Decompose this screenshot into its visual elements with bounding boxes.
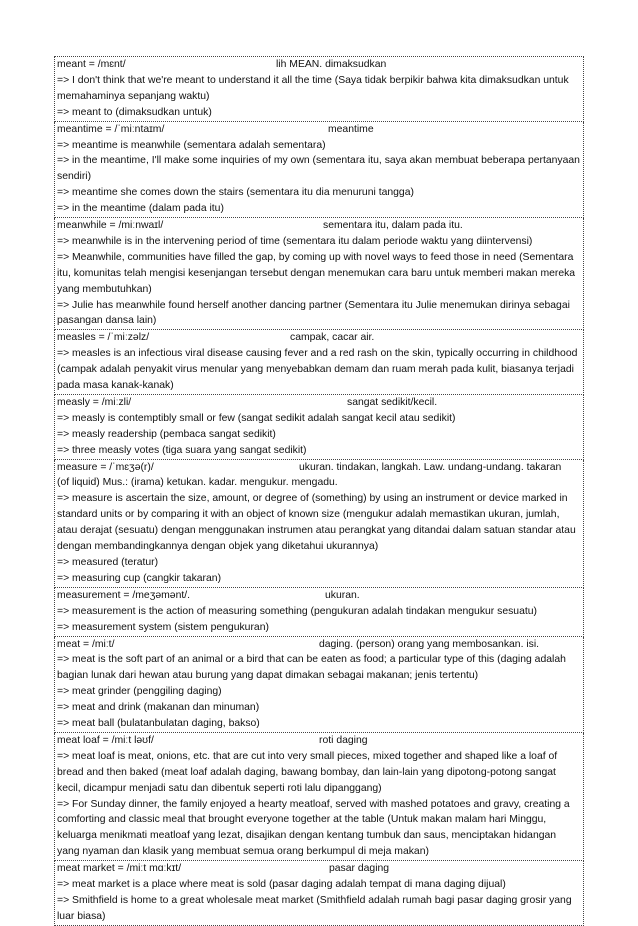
entry-example-line: => measly readership (pembaca sangat sedikit) bbox=[57, 428, 276, 440]
entry-headword-row bbox=[57, 637, 581, 653]
dictionary-entry bbox=[54, 733, 584, 861]
dictionary-entry bbox=[54, 861, 584, 926]
entry-example-line: => measurement system (sistem pengukuran) bbox=[57, 621, 269, 633]
entry-example-line: => meat grinder (penggiling daging) bbox=[57, 686, 222, 698]
dictionary-page bbox=[54, 56, 584, 926]
entry-headword: meat market = /miːt mɑːkɪt/ bbox=[57, 863, 182, 875]
entry-headword: measure = /ˈmɛʒə(r)/ bbox=[57, 461, 154, 473]
entry-headword-row bbox=[57, 395, 581, 411]
entry-headword: measurement = /meʒəmənt/. bbox=[57, 589, 191, 601]
entry-example-line: => measure is ascertain the size, amount, or degree of (something) by using an instrument or device marked in standard units or by comparing it with an object of known size (mengukur adalah memastikan ukuran, jumlah, atau derajat (sesuatu) dengan menggunakan instrumen atau perangkat yang ditandai dalam satuan standar atau dengan membandingkannya dengan objek yang diketahui ukurannya) bbox=[57, 493, 576, 553]
dictionary-entry bbox=[54, 330, 584, 395]
entry-headword: meanwhile = /miːnwaɪl/ bbox=[57, 220, 164, 232]
entry-example-line: => meat ball (bulatanbulatan daging, bakso) bbox=[57, 718, 260, 730]
entry-definition: campak, cacar air. bbox=[290, 332, 375, 344]
entry-example-line: => I don't think that we're meant to understand it all the time (Saya tidak berpikir bahwa kita dimaksudkan untuk memahaminya sepanjang waktu) bbox=[57, 74, 569, 102]
entry-headword: measles = /ˈmiːzəlz/ bbox=[57, 332, 150, 344]
entry-example-line: => meat loaf is meat, onions, etc. that are cut into very small pieces, mixed together and shaped like a loaf of bread and then baked (meat loaf adalah daging, bawang bombay, dan lain-lain yang dipotong-potong sangat kecil, dicampur menjadi satu dan dibentuk seperti roti lalu dipanggang) bbox=[57, 750, 558, 794]
entry-example-line: => meanwhile is in the intervening period of time (sementara itu dalam periode waktu yang diintervensi) bbox=[57, 235, 533, 247]
entry-definition: roti daging bbox=[319, 734, 368, 746]
entry-example-line: => three measly votes (tiga suara yang sangat sedikit) bbox=[57, 444, 307, 456]
entry-definition: ukuran. tindakan, langkah. Law. undang-undang. takaran bbox=[299, 461, 562, 473]
dictionary-entry bbox=[54, 460, 584, 588]
entry-example-line: => Meanwhile, communities have filled the gap, by coming up with novel ways to feed those in need (Sementara itu, komunitas telah mengisi kesenjangan tersebut dengan menemukan cara baru untuk memberi makan mereka yang membutuhkan) bbox=[57, 251, 576, 295]
entry-headword: measly = /miːzli/ bbox=[57, 396, 132, 408]
entry-example-line: => meantime she comes down the stairs (sementara itu dia menuruni tangga) bbox=[57, 187, 414, 199]
entry-example-line: => measurement is the action of measuring something (pengukuran adalah tindakan mengukur sesuatu) bbox=[57, 605, 537, 617]
entry-example-line: => meat market is a place where meat is sold (pasar daging adalah tempat di mana daging dijual) bbox=[57, 879, 506, 891]
entry-headword-row bbox=[57, 57, 581, 73]
entry-headword: meat = /miːt/ bbox=[57, 638, 115, 650]
entry-definition: sementara itu, dalam pada itu. bbox=[323, 220, 463, 232]
entry-example-line: => meat is the soft part of an animal or a bird that can be eaten as food; a particular type of this (daging adalah bagian lunak dari hewan atau burung yang dapat dimakan sebagai makanan; jenis tertentu) bbox=[57, 654, 566, 682]
entry-headword-row bbox=[57, 460, 581, 476]
entry-example-line: => measured (teratur) bbox=[57, 557, 159, 568]
entry-example-line: => in the meantime (dalam pada itu) bbox=[57, 203, 224, 215]
entry-example-line: (of liquid) Mus.: (irama) ketukan. kadar. mengukur. mengadu. bbox=[57, 477, 338, 489]
entry-example-line: => meant to (dimaksudkan untuk) bbox=[57, 106, 212, 118]
entry-example-line: => For Sunday dinner, the family enjoyed a hearty meatloaf, served with mashed potatoes and gravy, creating a comforting and classic meal that brought everyone together at the table (Untuk makan malam hari Minggu, keluarga menikmati meatloaf yang lezat, disajikan dengan kentang tumbuk dan saus, menciptakan hidangan yang nyaman dan klasik yang membuat semua orang berkumpul di meja makan) bbox=[57, 798, 570, 858]
entry-definition: meantime bbox=[328, 123, 374, 135]
entry-headword: meat loaf = /miːt ləʊf/ bbox=[57, 734, 154, 746]
entry-headword-row bbox=[57, 218, 581, 234]
entry-headword-row bbox=[57, 733, 581, 749]
dictionary-entry bbox=[54, 122, 584, 218]
entry-example-line: => Julie has meanwhile found herself another dancing partner (Sementara itu Julie menemukan dirinya sebagai pasangan dansa lain) bbox=[57, 299, 570, 327]
dictionary-entry bbox=[54, 56, 584, 122]
entry-definition: daging. (person) orang yang membosankan. isi. bbox=[319, 638, 540, 650]
entry-headword-row bbox=[57, 861, 581, 877]
entry-headword: meantime = /ˈmiːntaɪm/ bbox=[57, 123, 165, 135]
entry-example-line: => measly is contemptibly small or few (sangat sedikit adalah sangat kecil atau sedikit) bbox=[57, 412, 456, 424]
entry-definition: pasar daging bbox=[329, 863, 390, 875]
entry-headword: meant = /mɛnt/ bbox=[57, 59, 126, 70]
dictionary-entry bbox=[54, 218, 584, 330]
entry-definition: sangat sedikit/kecil. bbox=[347, 396, 438, 408]
dictionary-entry bbox=[54, 637, 584, 733]
entry-example-line: => measles is an infectious viral disease causing fever and a red rash on the skin, typically occurring in childhood (campak adalah penyakit virus menular yang menyebabkan demam dan ruam merah pada kulit, biasanya terjadi pada masa kanak-kanak) bbox=[57, 348, 578, 392]
entry-example-line: => meat and drink (makanan dan minuman) bbox=[57, 702, 260, 714]
entry-example-line: => measuring cup (cangkir takaran) bbox=[57, 572, 222, 584]
entry-headword-row bbox=[57, 588, 581, 604]
entry-example-line: => in the meantime, I'll make some inquiries of my own (sementara itu, saya akan membuat beberapa pertanyaan sendiri) bbox=[57, 155, 580, 183]
entry-definition: ukuran. bbox=[325, 589, 360, 601]
dictionary-entry bbox=[54, 588, 584, 637]
dictionary-entry bbox=[54, 395, 584, 460]
entry-definition: lih MEAN. dimaksudkan bbox=[276, 59, 387, 70]
entry-example-line: => meantime is meanwhile (sementara adalah sementara) bbox=[57, 139, 326, 151]
entry-example-line: => Smithfield is home to a great wholesale meat market (Smithfield adalah rumah bagi pasar daging grosir yang luar biasa) bbox=[57, 894, 572, 922]
entry-headword-row bbox=[57, 330, 581, 346]
entry-headword-row bbox=[57, 122, 581, 138]
